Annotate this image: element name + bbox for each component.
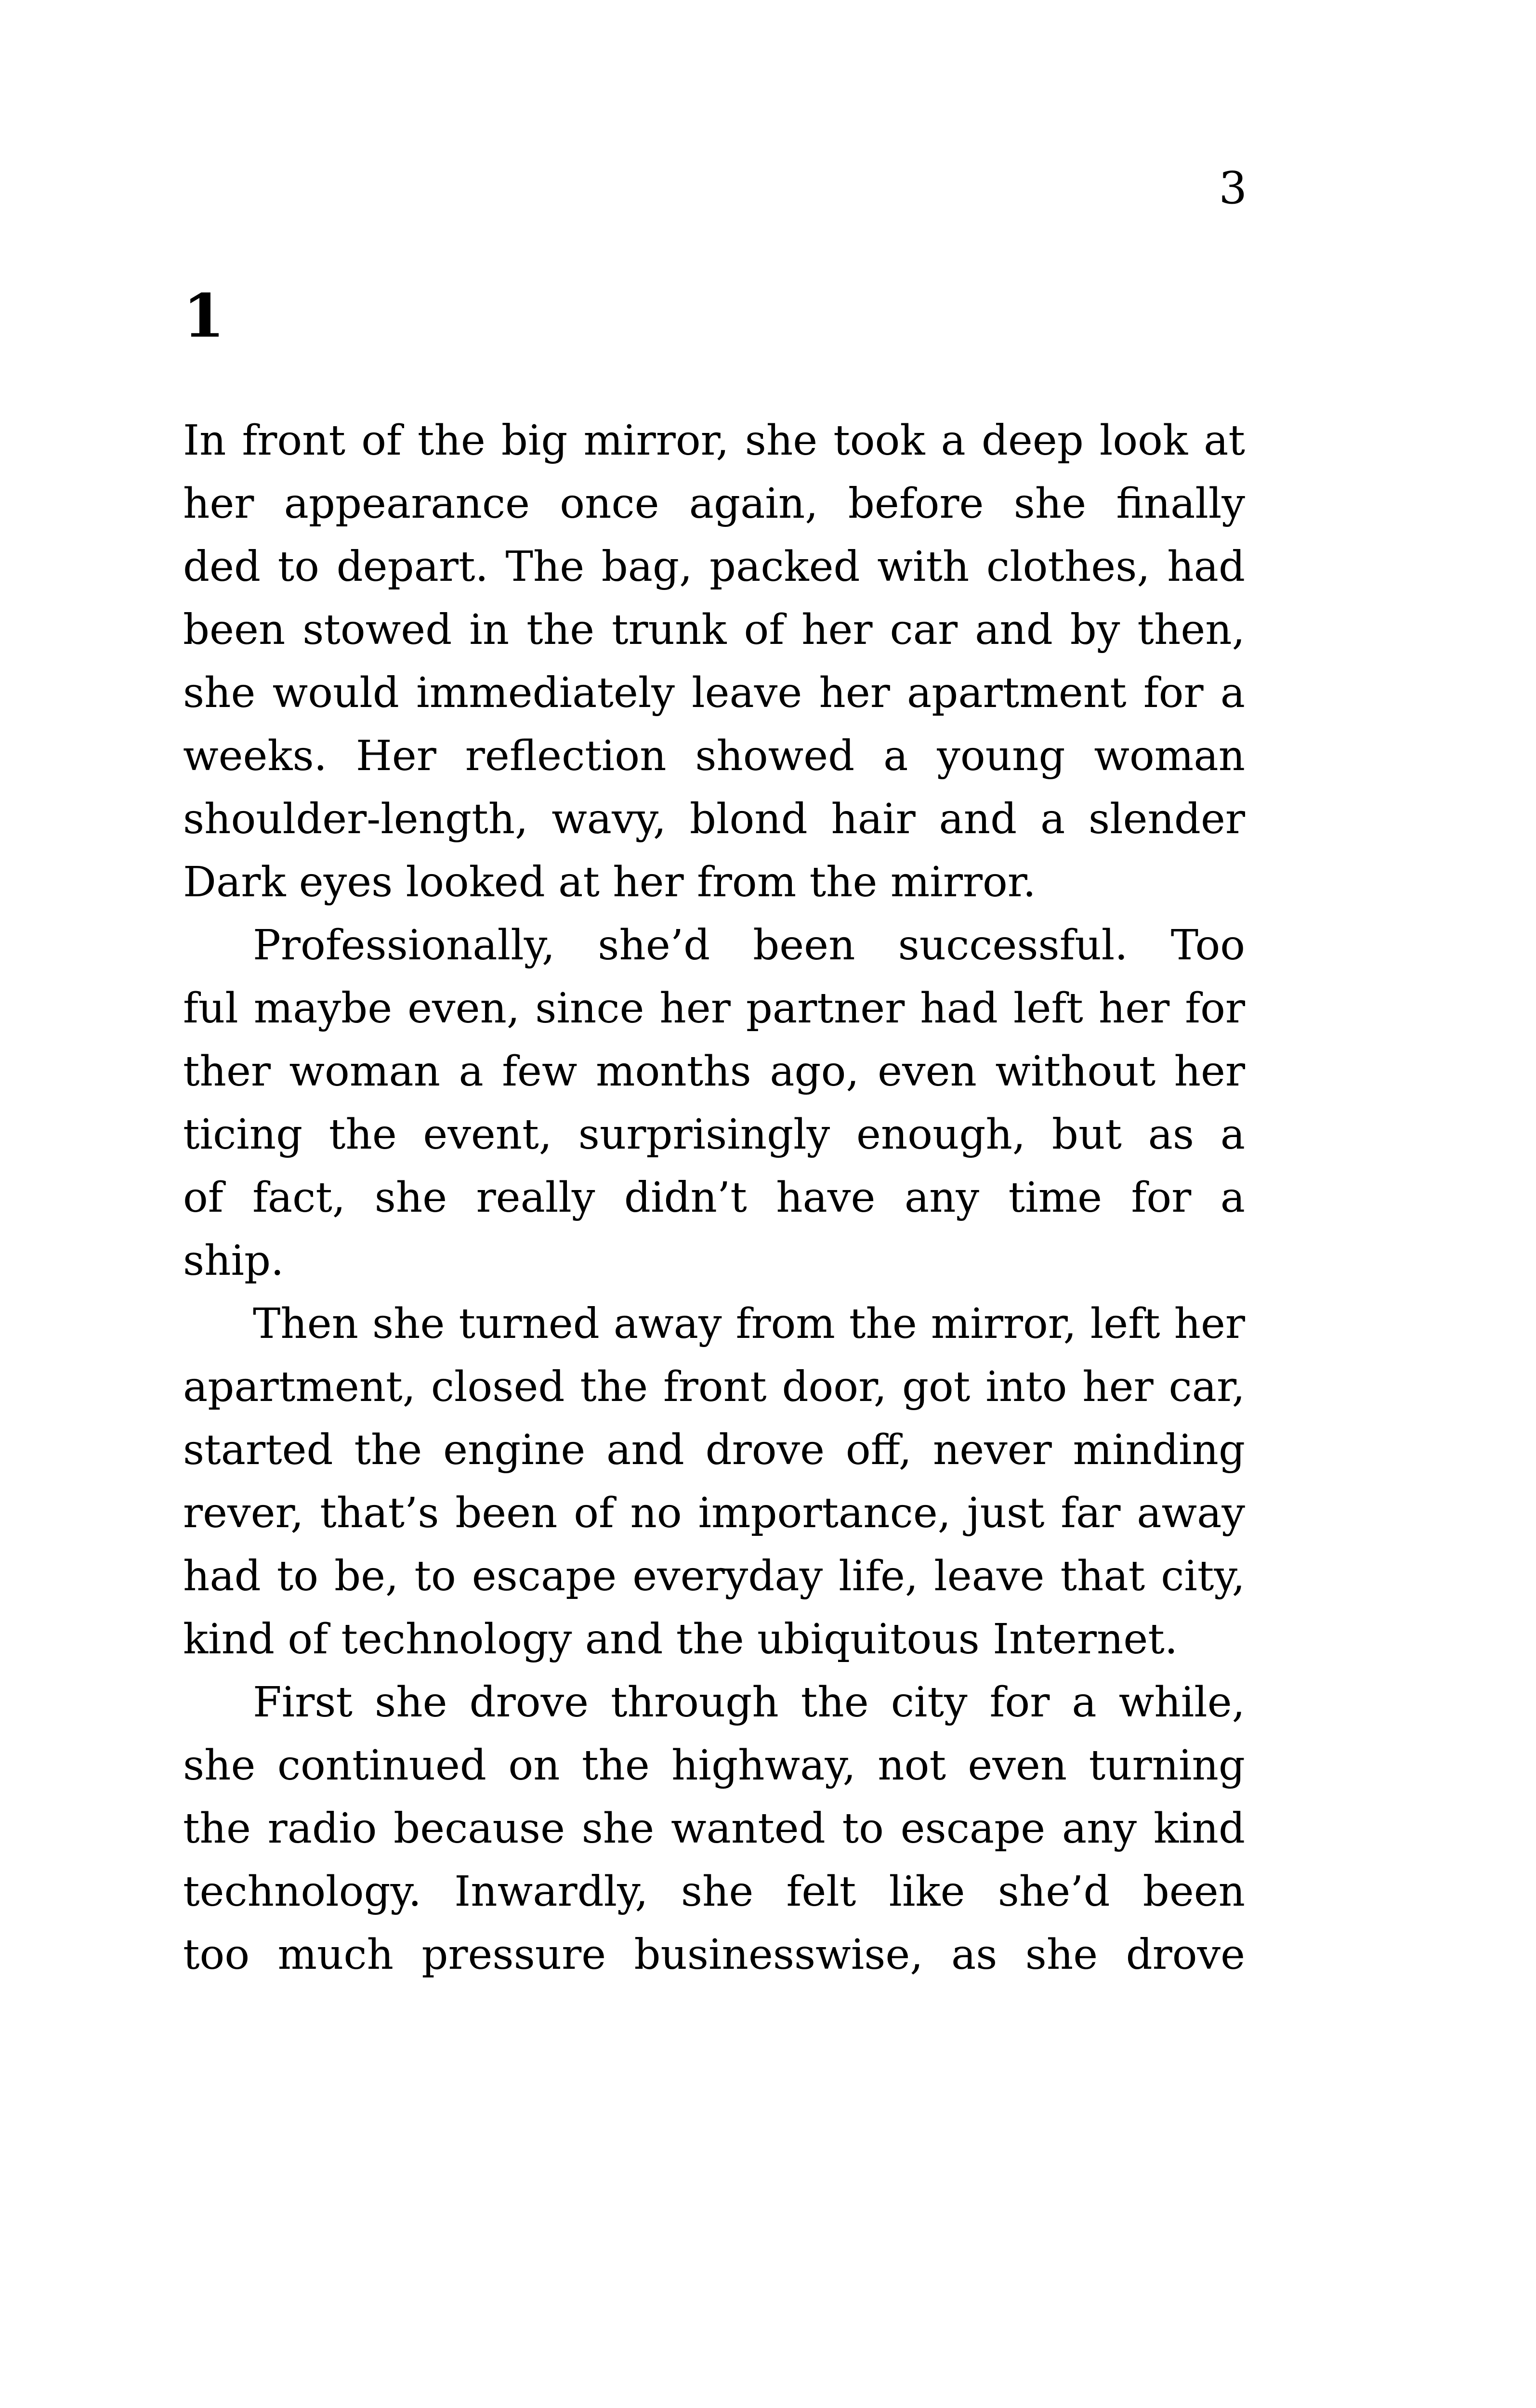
text-line: In front of the big mirror, she took a deep look at <box>183 417 1245 465</box>
paragraph-2 <box>183 914 1245 1293</box>
chapter-body <box>183 409 1245 1987</box>
text-line: had to be, to escape everyday life, leave that city, <box>183 1552 1245 1600</box>
text-line: her appearance once again, before she finally <box>183 480 1245 528</box>
page-number: 3 <box>1219 162 1247 214</box>
text-line: ticing the event, surprisingly enough, but as a <box>183 1111 1245 1159</box>
text-line: the radio because she wanted to escape any kind <box>183 1805 1245 1853</box>
text-line: ded to depart. The bag, packed with clothes, had <box>183 543 1245 591</box>
text-line: weeks. Her reflection showed a young woman <box>183 732 1245 780</box>
text-line: ther woman a few months ago, even without her <box>183 1047 1245 1096</box>
paragraph-4 <box>183 1671 1245 1987</box>
paragraph-3 <box>183 1293 1245 1671</box>
text-line: ful maybe even, since her partner had left her for <box>183 984 1245 1033</box>
text-line: of fact, she really didn’t have any time for a <box>183 1174 1245 1222</box>
paragraph-1 <box>183 409 1245 914</box>
text-line: been stowed in the trunk of her car and by then, <box>183 606 1245 654</box>
text-line: rever, that’s been of no importance, just far away <box>183 1489 1245 1537</box>
text-line: Professionally, she’d been successful. Too <box>253 921 1245 969</box>
text-line: started the engine and drove off, never minding <box>183 1426 1245 1474</box>
text-line: apartment, closed the front door, got into her car, <box>183 1363 1245 1411</box>
text-line: Dark eyes looked at her from the mirror. <box>183 858 1036 906</box>
text-line: shoulder-length, wavy, blond hair and a slender <box>183 795 1245 843</box>
text-line: she continued on the highway, not even turning <box>183 1741 1245 1790</box>
text-line: ship. <box>183 1237 284 1285</box>
text-line: too much pressure businesswise, as she drove <box>183 1931 1245 1979</box>
chapter-number: 1 <box>183 281 225 351</box>
text-line: kind of technology and the ubiquitous Internet. <box>183 1615 1178 1663</box>
text-line: technology. Inwardly, she felt like she’d been <box>183 1868 1245 1916</box>
text-line: Then she turned away from the mirror, left her <box>253 1300 1245 1348</box>
text-line: First she drove through the city for a while, <box>253 1678 1245 1727</box>
text-line: she would immediately leave her apartment for a <box>183 669 1245 717</box>
